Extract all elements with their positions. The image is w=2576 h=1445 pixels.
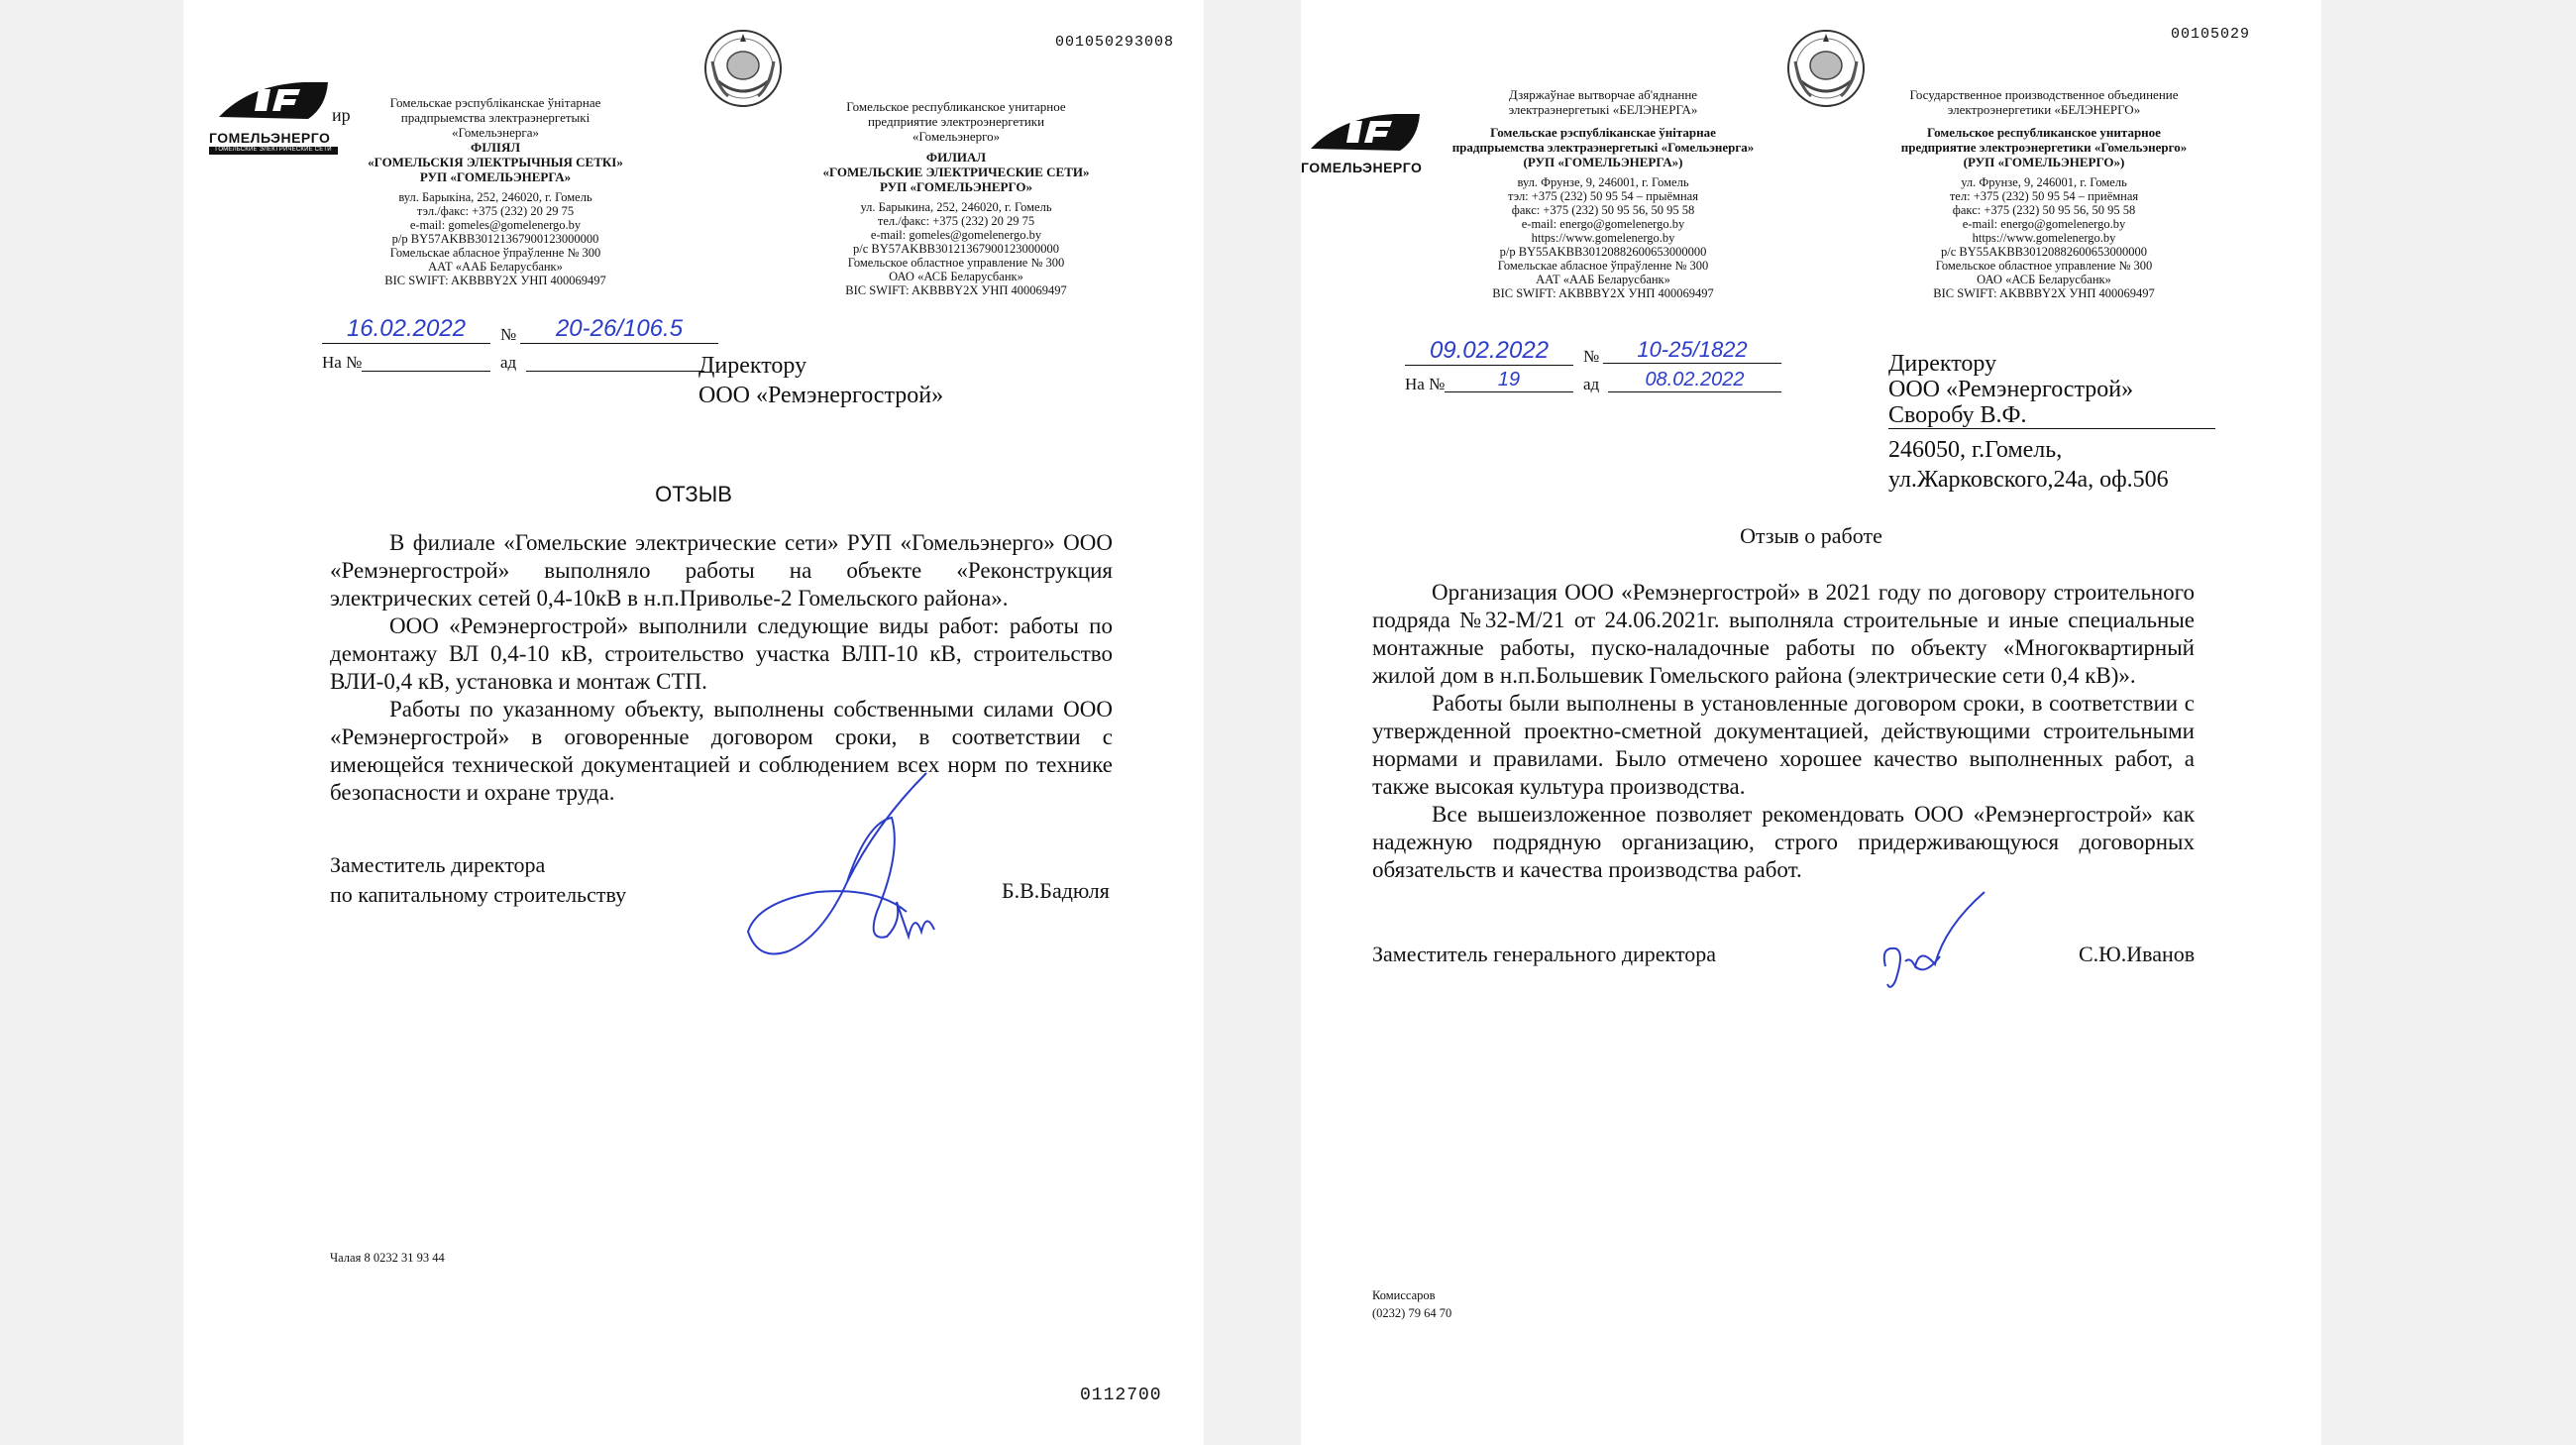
header-email: e-mail: energo@gomelenergo.by <box>1962 217 2126 231</box>
body-paragraph: Работы по указанному объекту, выполнены собственными силами ООО «Ремэнергострой» в оговоренные договором сроки, в соответствии с имеющейся технической документацией и соблюдением всех норм по технике безопасности и охране труда. <box>330 697 1113 805</box>
body-paragraph: Организация ООО «Ремэнергострой» в 2021 году по договору строительного подряда №32-М/21 от 24.06.2021г. выполняла строительные и иные специальные монтажные работы, пуско-наладочные работы по объекту «Многоквартирный жилой дом в н.п.Большевик Гомельского района (электрические сети 0,4 кВ)». <box>1372 580 2195 688</box>
header-belarusian <box>347 95 644 287</box>
gomelenergo-logo <box>209 77 338 155</box>
from-label: ад <box>1583 375 1600 393</box>
header-email: e-mail: gomeles@gomelenergo.by <box>870 228 1042 242</box>
header-org: Гомельское республиканское унитарное <box>1927 125 2161 140</box>
recipient-line: ул.Жарковского,24а, оф.506 <box>1888 467 2169 493</box>
header-line: электроэнергетики «БЕЛЭНЕРГО» <box>1947 102 2141 117</box>
header-bank: ААТ «ААБ Беларусбанк» <box>428 260 563 274</box>
header-account: р/р BY55AKBB30120882600653000000 <box>1499 245 1707 259</box>
recipient-line: Директору <box>1888 351 1997 377</box>
header-org: прадпрыемства электраэнергетыкі «Гомельэнерга» <box>1451 140 1755 155</box>
header-phone: тэл./факс: +375 (232) 20 29 75 <box>416 204 575 218</box>
recipient-line: ООО «Ремэнергострой» <box>1888 377 2134 402</box>
header-org: Гомельскае рэспубліканскае ўнітарнае <box>1490 125 1716 140</box>
header-branch-name: «ГОМЕЛЬСКИЕ ЭЛЕКТРИЧЕСКИЕ СЕТИ» <box>822 165 1090 179</box>
header-bank-dept: Гомельскае абласное ўпраўленне № 300 <box>389 246 601 260</box>
recipient <box>698 351 943 410</box>
logo-side-text: ир <box>332 105 351 125</box>
signer-name: Б.В.Бадюля <box>1002 878 1110 903</box>
date-handwritten: 09.02.2022 <box>1429 337 1550 364</box>
from-field <box>526 371 704 372</box>
date-field <box>1405 337 1573 366</box>
header-line: электраэнергетыкі «БЕЛЭНЕРГА» <box>1508 102 1698 117</box>
header-rup: РУП «ГОМЕЛЬЭНЕРГО» <box>879 179 1033 194</box>
footer-phone: (0232) 79 64 70 <box>1372 1306 1452 1320</box>
handwritten-signature-icon <box>728 763 986 981</box>
bottom-code: 0112700 <box>1080 1386 1162 1405</box>
header-rup: (РУП «ГОМЕЛЬЭНЕРГО») <box>1963 155 2125 169</box>
number-handwritten: 10-25/1822 <box>1637 337 1748 362</box>
number-handwritten: 20-26/106.5 <box>555 315 684 342</box>
logo-text: ГОМЕЛЬЭНЕРГО <box>209 130 331 146</box>
header-line: «Гомельэнерга» <box>452 125 539 140</box>
header-swift: BIC SWIFT: AKBBBY2X УНП 400069497 <box>1492 286 1714 300</box>
header-line: Гомельское республиканское унитарное <box>846 99 1066 114</box>
header-bank-dept: Гомельскае абласное ўпраўленне № 300 <box>1497 259 1709 273</box>
header-line: «Гомельэнерго» <box>912 129 1001 144</box>
footer-name: Комиссаров <box>1372 1288 1436 1302</box>
recipient <box>1888 351 2215 495</box>
state-emblem-icon <box>1781 22 1871 111</box>
signer-position-line: по капитальному строительству <box>330 882 627 907</box>
recipient-line: 246050, г.Гомель, <box>1888 437 2063 463</box>
header-org: предприятие электроэнергетики «Гомельэнерго» <box>1900 140 2188 155</box>
doc-number: 001050293008 <box>1055 34 1175 51</box>
body-paragraph: ООО «Ремэнергострой» выполнили следующие виды работ: работы по демонтажу ВЛ 0,4-10 кВ, строительство участка ВЛП-10 кВ, строительство ВЛИ-0,4 кВ, установка и монтаж СТП. <box>330 613 1113 694</box>
signer-position-line: Заместитель директора <box>330 852 546 877</box>
letter-body <box>1372 579 2195 884</box>
letter-left <box>183 0 1204 1445</box>
doc-number: 00105029 <box>2171 26 2251 43</box>
header-bank: ААТ «ААБ Беларусбанк» <box>1536 273 1670 286</box>
header-bank: ОАО «АСБ Беларусбанк» <box>1977 273 2111 286</box>
header-fax: факс: +375 (232) 50 95 56, 50 95 58 <box>1952 203 2136 217</box>
header-site: https://www.gomelenergo.by <box>1972 231 2116 245</box>
recipient-line: Своробу В.Ф. <box>1888 402 2215 429</box>
gomelenergo-logo <box>1301 109 1430 175</box>
number-field <box>1603 337 1781 364</box>
header-account: р/с BY55AKBB30120882600653000000 <box>1941 245 2147 259</box>
header-phone: тэл: +375 (232) 50 95 54 – прыёмная <box>1508 189 1698 203</box>
header-bank: ОАО «АСБ Беларусбанк» <box>889 270 1023 283</box>
header-address: вул. Барыкіна, 252, 246020, г. Гомель <box>398 190 592 204</box>
header-address: ул. Барыкина, 252, 246020, г. Гомель <box>860 200 1052 214</box>
signer-position: Заместитель генерального директора <box>1372 942 1717 966</box>
number-label: № <box>500 325 517 344</box>
footer-contact: Чалая 8 0232 31 93 44 <box>330 1251 445 1265</box>
body-paragraph: Все вышеизложенное позволяет рекомендовать ООО «Ремэнергострой» как надежную подрядную организацию, строго придерживающуюся договорных обязательств и качества производства работ. <box>1372 802 2195 882</box>
recipient-line: Директору <box>698 353 807 379</box>
from-handwritten: 08.02.2022 <box>1645 369 1745 390</box>
logo-bar <box>209 147 338 155</box>
handwritten-signature-icon <box>1876 887 2004 996</box>
state-emblem-icon <box>698 22 788 111</box>
header-line: Гомельскае рэспубліканскае ўнітарнае <box>389 95 601 110</box>
header-line: прадпрыемства электраэнергетыкі <box>400 110 590 125</box>
header-email: e-mail: energo@gomelenergo.by <box>1521 217 1685 231</box>
in-reply-field <box>362 371 490 372</box>
from-field <box>1608 369 1781 392</box>
in-reply-handwritten: 19 <box>1497 369 1521 390</box>
letter-right <box>1301 0 2321 1445</box>
header-site: https://www.gomelenergo.by <box>1531 231 1675 245</box>
header-belarusian <box>1435 87 1771 300</box>
header-rup: (РУП «ГОМЕЛЬЭНЕРГА») <box>1523 155 1683 169</box>
header-swift: BIC SWIFT: AKBBBY2X УНП 400069497 <box>1933 286 2155 300</box>
in-reply-label: На № <box>1405 375 1446 393</box>
logo-sub: ГОМЕЛЬСКИЕ ЭЛЕКТРИЧЕСКИЕ СЕТИ <box>215 147 332 153</box>
header-email: e-mail: gomeles@gomelenergo.by <box>409 218 582 232</box>
header-phone: тел: +375 (232) 50 95 54 – приёмная <box>1949 189 2139 203</box>
signer-position <box>330 850 626 910</box>
recipient-line: ООО «Ремэнергострой» <box>698 383 944 408</box>
body-paragraph: В филиале «Гомельские электрические сети» РУП «Гомельэнерго» ООО «Ремэнергострой» выполняло работы на объекте «Реконструкция электрических сетей 0,4-10кВ в н.п.Приволье-2 Гомельского района». <box>330 530 1113 611</box>
header-account: р/р BY57AKBB30121367900123000000 <box>391 232 599 246</box>
header-address: ул. Фрунзе, 9, 246001, г. Гомель <box>1961 175 2127 189</box>
header-line: предприятие электроэнергетики <box>867 114 1045 129</box>
header-bank-dept: Гомельское областное управление № 300 <box>1935 259 2153 273</box>
letter-body <box>330 529 1113 807</box>
signer-name: С.Ю.Иванов <box>2079 942 2196 966</box>
header-branch: ФИЛИАЛ <box>925 150 987 165</box>
date-handwritten: 16.02.2022 <box>346 315 467 342</box>
header-russian <box>1866 87 2222 300</box>
number-field <box>520 315 718 344</box>
date-field <box>322 315 490 344</box>
header-line: Дзяржаўнае вытворчае аб'яднанне <box>1508 87 1698 102</box>
header-russian <box>803 99 1110 297</box>
header-account: р/с BY57AKBB30121367900123000000 <box>853 242 1059 256</box>
header-rup: РУП «ГОМЕЛЬЭНЕРГА» <box>419 169 572 184</box>
header-phone: тел./факс: +375 (232) 20 29 75 <box>877 214 1035 228</box>
header-swift: BIC SWIFT: AKBBBY2X УНП 400069497 <box>384 274 606 287</box>
from-label: ад <box>500 353 517 372</box>
footer-contact <box>1372 1286 1451 1322</box>
header-fax: факс: +375 (232) 50 95 56, 50 95 58 <box>1511 203 1695 217</box>
letter-title: Отзыв о работе <box>1740 523 1882 548</box>
header-address: вул. Фрунзе, 9, 246001, г. Гомель <box>1517 175 1689 189</box>
in-reply-field <box>1445 369 1573 392</box>
body-paragraph: Работы были выполнены в установленные договором сроки, в соответствии с утвержденной проектно-сметной документацией, действующими строительными нормами и правилами. Было отмечено хорошее качество выполненных работ, а также высокая культура производства. <box>1372 691 2195 799</box>
header-swift: BIC SWIFT: AKBBBY2X УНП 400069497 <box>845 283 1067 297</box>
header-branch-name: «ГОМЕЛЬСКІЯ ЭЛЕКТРЫЧНЫЯ СЕТКІ» <box>368 155 623 169</box>
in-reply-label: На № <box>322 353 363 372</box>
header-line: Государственное производственное объединение <box>1909 87 2179 102</box>
letter-title: ОТЗЫВ <box>655 482 732 506</box>
number-label: № <box>1583 347 1600 366</box>
header-bank-dept: Гомельское областное управление № 300 <box>847 256 1065 270</box>
header-branch: ФІЛІЯЛ <box>470 140 521 155</box>
logo-text: ГОМЕЛЬЭНЕРГО <box>1301 160 1423 175</box>
